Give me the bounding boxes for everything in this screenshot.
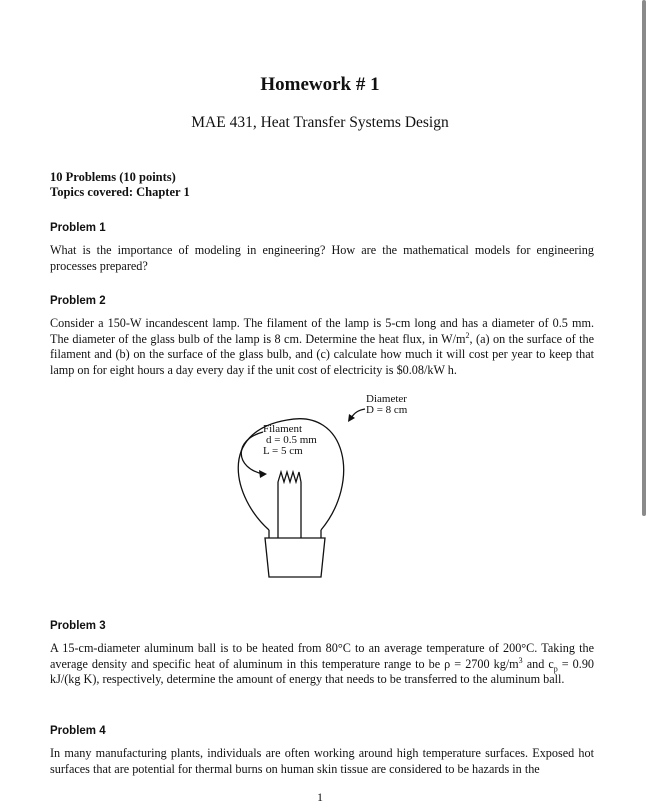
vertical-scrollbar[interactable] <box>640 0 647 809</box>
filament-pointer-arc <box>241 432 263 474</box>
problem-1-heading: Problem 1 <box>50 222 106 234</box>
page-number: 1 <box>317 790 323 804</box>
filament-pointer-arrowhead <box>259 470 267 478</box>
filament-length: L = 5 cm <box>263 445 303 457</box>
problem-1-text: What is the importance of modeling in engineering? How are the mathematical models for engineering processes prepared? <box>50 243 594 273</box>
problem-4-text: In many manufacturing plants, individuals are often working around high temperature surfaces. Exposed hot surfaces that are potential for thermal burns on human skin tissue are considered to be hazards in the <box>50 746 594 776</box>
light-bulb-diagram <box>225 390 455 590</box>
problem-3-heading: Problem 3 <box>50 620 106 632</box>
filament-diameter: d = 0.5 mm <box>266 434 317 446</box>
scrollbar-thumb[interactable] <box>642 0 646 516</box>
diameter-label: Diameter <box>366 393 407 405</box>
problem-4-heading: Problem 4 <box>50 725 106 737</box>
problem-2-text: Consider a 150-W incandescent lamp. The filament of the lamp is 5-cm long and has a diameter of 0.5 mm. The diameter of the glass bulb of the lamp is 8 cm. Determine the heat flux, in $W/m^2$, (a) on the surface of the filament and (b) on the surface of the glass bulb, and (c) calculate how much it will cost per year to keep that lamp on for eight hours a day every day if the unit cost of electricity is $0.08/kW h. <box>50 316 595 378</box>
problem-2-heading: Problem 2 <box>50 295 106 307</box>
course-subtitle: MAE 431, Heat Transfer Systems Design <box>191 114 449 131</box>
document-title: Homework # 1 <box>260 74 380 95</box>
problems-count: 10 Problems (10 points) <box>50 170 176 184</box>
filament-coil <box>278 472 301 482</box>
filament-label: Filament <box>263 423 303 435</box>
topics-covered: Topics covered: Chapter 1 <box>50 185 190 199</box>
diameter-pointer <box>351 409 365 418</box>
problem-3-text: A 15-cm-diameter aluminum ball is to be heated from 80°C to an average temperature of 200°C. Taking the average density and specific heat of aluminum in this temperature range to be ρ = 2700 $kg/m^3$ and $c_p = 0.90$ kJ/(kg K), respectively, determine the amount of energy that needs to be transferred to the aluminum ball. <box>50 641 595 687</box>
lamp-figure <box>225 390 455 590</box>
diameter-value: D = 8 cm <box>366 404 408 416</box>
lamp-base <box>265 538 325 577</box>
